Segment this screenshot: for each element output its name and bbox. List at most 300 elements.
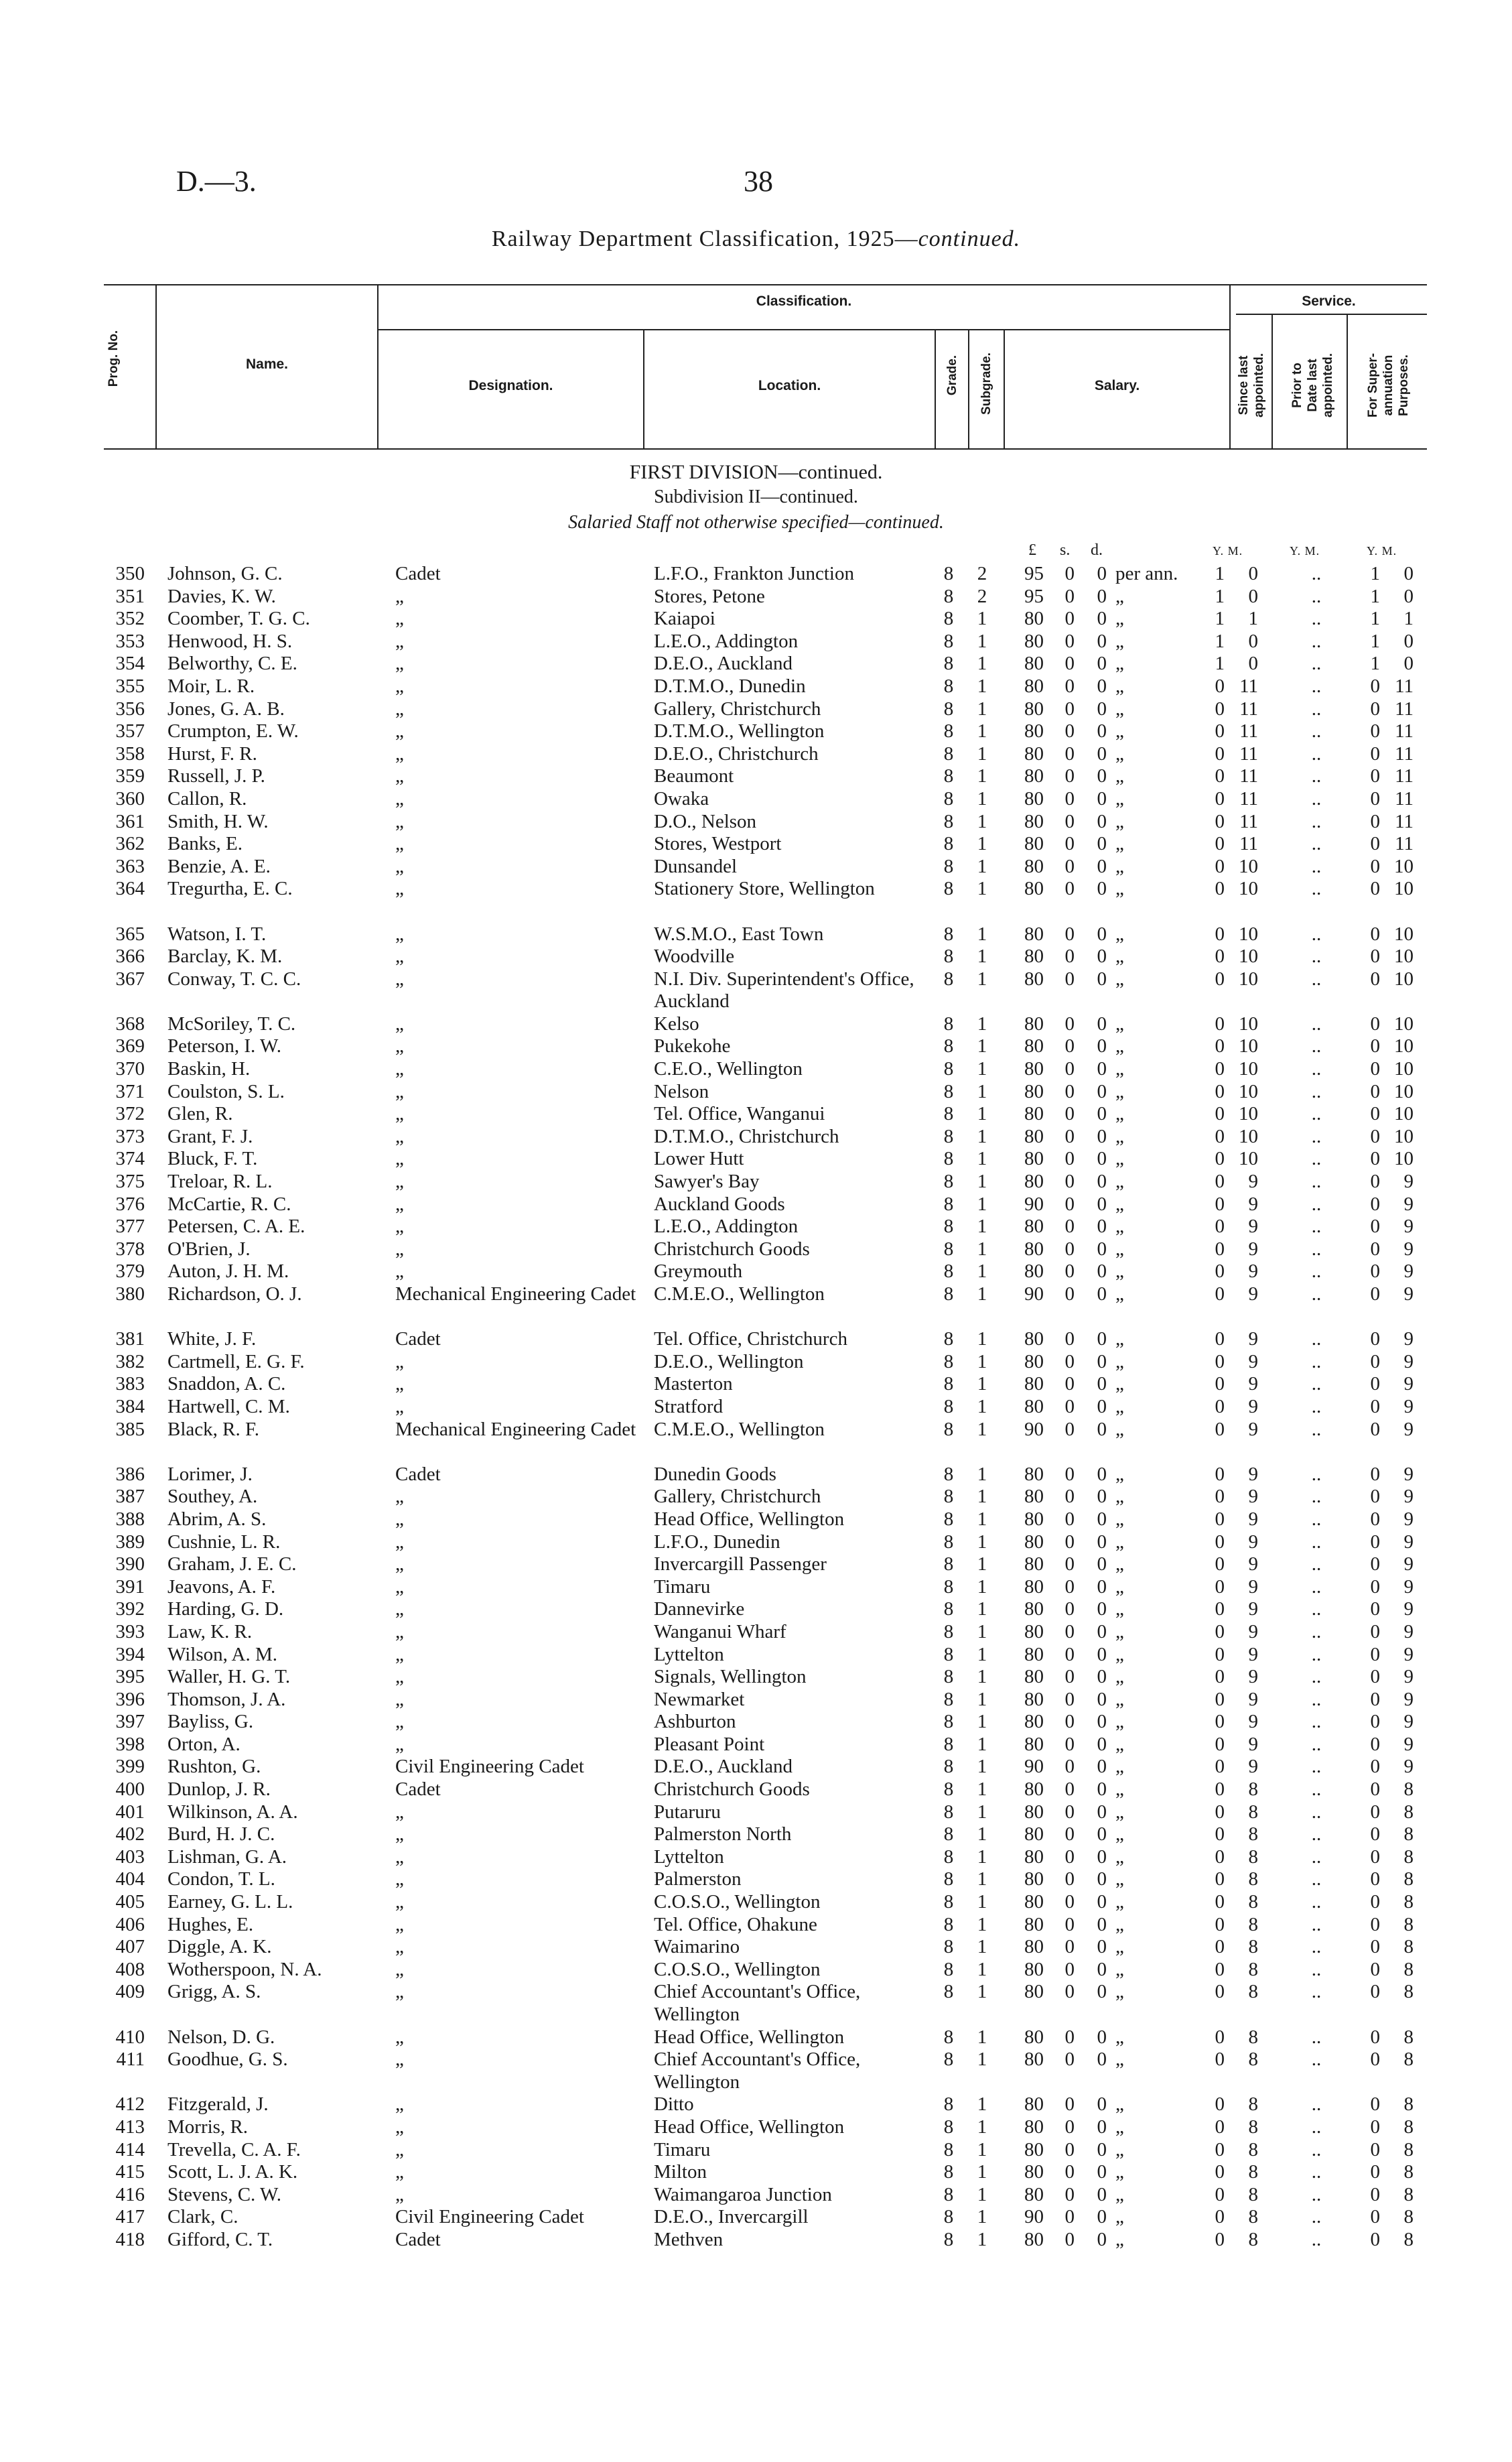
super-years: 0 [1370,1418,1380,1440]
salary-shillings: 0 [1064,1620,1075,1642]
since-years: 0 [1215,1666,1225,1688]
location: Woodville [654,946,735,968]
grade: 8 [943,1643,954,1665]
salary-pence: 0 [1097,563,1107,584]
designation: „ [395,2093,404,2116]
header-bottom-rule [104,448,1427,450]
staff-name: Clark, C. [167,2206,238,2228]
salary-shillings: 0 [1064,2206,1075,2228]
prog-number: 396 [115,1688,145,1710]
table-row [0,833,1512,856]
staff-name: Lorimer, J. [167,1463,253,1485]
salary-period: „ [1115,1778,1124,1801]
designation: „ [395,1845,404,1868]
since-months: 9 [1248,1553,1258,1575]
prog-number: 353 [115,630,145,652]
location: Tel. Office, Wanganui [654,1103,825,1125]
staff-name: Waller, H. G. T. [167,1666,291,1688]
salary-pounds: 80 [1024,1103,1044,1125]
location: Owaka [654,787,709,809]
subgrade: 1 [977,1171,987,1193]
super-months: 11 [1395,675,1414,697]
prog-number: 363 [115,855,145,877]
salary-period: „ [1115,1733,1124,1755]
subgrade: 1 [977,923,987,945]
subgrade: 1 [977,2206,987,2228]
prior-service: .. [1311,1013,1322,1035]
location: D.E.O., Auckland [654,1756,793,1778]
table-row [0,1644,1512,1667]
subgrade: 1 [977,968,987,990]
since-months: 10 [1239,855,1258,877]
salary-period: „ [1115,1531,1124,1553]
prior-service: .. [1311,946,1322,968]
super-months: 8 [1403,2183,1414,2205]
salary-pence: 0 [1097,765,1107,787]
salary-period: „ [1115,1035,1124,1057]
prior-service: .. [1311,563,1322,584]
table-row [0,1914,1512,1937]
since-months: 9 [1248,1193,1258,1215]
since-years: 0 [1215,1395,1225,1417]
location: Chief Accountant's Office, Wellington [654,1981,861,2025]
salary-pounds: 95 [1024,585,1044,607]
designation: „ [395,923,404,945]
since-months: 8 [1248,2093,1258,2116]
staff-name: Goodhue, G. S. [167,2049,288,2071]
super-months: 9 [1403,1238,1414,1260]
since-months: 9 [1248,1260,1258,1283]
table-row [0,1035,1512,1058]
salary-pounds: 80 [1024,2026,1044,2048]
grade: 8 [943,1958,954,1980]
super-months: 8 [1403,1823,1414,1845]
salary-shillings: 0 [1064,1778,1075,1801]
salary-period: „ [1115,1981,1124,2003]
salary-pounds: 80 [1024,833,1044,855]
salary-pence: 0 [1097,1508,1107,1530]
page-title-main: Railway Department Classification, 1925— [491,226,918,251]
super-years: 0 [1370,1711,1380,1733]
salary-pounds: 95 [1024,563,1044,584]
grade: 8 [943,563,954,584]
salary-pounds: 80 [1024,810,1044,832]
designation: „ [395,1508,404,1530]
since-months: 8 [1248,2116,1258,2138]
staff-name: McCartie, R. C. [167,1193,291,1215]
super-years: 0 [1370,1238,1380,1260]
grade: 8 [943,1013,954,1035]
salary-shillings: 0 [1064,1891,1075,1913]
prior-service: .. [1311,1080,1322,1102]
designation: „ [395,1238,404,1260]
salary-period: „ [1115,1958,1124,1980]
salary-pounds: 80 [1024,1913,1044,1935]
salary-shillings: 0 [1064,1283,1075,1305]
designation: „ [395,1013,404,1035]
designation: „ [395,2161,404,2183]
since-months: 9 [1248,1688,1258,1710]
prog-number: 373 [115,1125,145,1147]
location: Tel. Office, Christchurch [654,1328,847,1350]
salary-pence: 0 [1097,2049,1107,2071]
subgrade: 1 [977,1260,987,1283]
since-years: 0 [1215,2183,1225,2205]
salary-shillings: 0 [1064,1531,1075,1553]
staff-name: Coomber, T. G. C. [167,608,310,630]
super-months: 8 [1403,2161,1414,2183]
grade: 8 [943,1936,954,1958]
since-years: 0 [1215,1080,1225,1102]
header-prog-no: Prog. No. [107,330,121,387]
salary-period: „ [1115,2093,1124,2116]
grade: 8 [943,2116,954,2138]
salary-period: „ [1115,1801,1124,1823]
super-months: 0 [1403,563,1414,584]
super-months: 10 [1394,1058,1414,1080]
super-months: 9 [1403,1508,1414,1530]
table-row [0,1171,1512,1193]
designation: Mechanical Engineering Cadet [395,1418,636,1440]
salary-shillings: 0 [1064,1575,1075,1598]
service-rule [1236,314,1427,315]
super-years: 0 [1370,1035,1380,1057]
staff-table-body [0,563,1512,2252]
super-years: 0 [1370,1778,1380,1801]
subgrade: 1 [977,1778,987,1801]
table-row [0,1756,1512,1778]
salary-period: „ [1115,1103,1124,1125]
prog-number: 357 [115,720,145,742]
salary-pence: 0 [1097,878,1107,900]
salary-period: „ [1115,787,1124,809]
salary-pounds: 80 [1024,720,1044,742]
super-months: 9 [1403,1733,1414,1755]
prior-service: .. [1311,630,1322,652]
location: Head Office, Wellington [654,2026,845,2048]
designation: „ [395,968,404,990]
prior-service: .. [1311,810,1322,832]
salary-period: „ [1115,1756,1124,1778]
super-months: 9 [1403,1688,1414,1710]
location: Stores, Petone [654,585,765,607]
since-months: 10 [1239,1125,1258,1147]
since-years: 0 [1215,1891,1225,1913]
salary-shillings: 0 [1064,1868,1075,1890]
staff-name: Belworthy, C. E. [167,653,297,675]
location: Signals, Wellington [654,1666,807,1688]
since-months: 11 [1239,833,1258,855]
prog-number: 400 [115,1778,145,1801]
salary-pence: 0 [1097,675,1107,697]
staff-name: Jones, G. A. B. [167,698,285,720]
since-months: 8 [1248,1981,1258,2003]
since-years: 0 [1215,675,1225,697]
super-months: 10 [1394,1148,1414,1170]
location: L.F.O., Dunedin [654,1531,780,1553]
salary-pence: 0 [1097,1531,1107,1553]
since-years: 0 [1215,810,1225,832]
subgrade: 1 [977,1958,987,1980]
header-top-rule [104,284,1427,285]
table-row [0,2093,1512,2116]
since-years: 0 [1215,1216,1225,1238]
designation: „ [395,946,404,968]
prior-service: .. [1311,1125,1322,1147]
super-years: 0 [1370,2161,1380,2183]
location: Christchurch Goods [654,1238,810,1260]
grade: 8 [943,1125,954,1147]
prior-service: .. [1311,2026,1322,2048]
staff-name: Tregurtha, E. C. [167,878,293,900]
super-months: 8 [1403,2228,1414,2250]
salary-period: „ [1115,946,1124,968]
staff-name: Davies, K. W. [167,585,276,607]
since-months: 10 [1239,946,1258,968]
prog-number: 350 [115,563,145,584]
super-months: 9 [1403,1756,1414,1778]
location: Head Office, Wellington [654,2116,845,2138]
prior-service: .. [1311,1395,1322,1417]
salary-pence: 0 [1097,2183,1107,2205]
grade: 8 [943,946,954,968]
prog-number: 365 [115,923,145,945]
staff-name: Baskin, H. [167,1058,251,1080]
since-years: 0 [1215,833,1225,855]
table-row [0,1419,1512,1464]
staff-category-title: Salaried Staff not otherwise specified—continued. [568,512,944,533]
super-years: 0 [1370,1643,1380,1665]
prog-number: 372 [115,1103,145,1125]
designation: „ [395,653,404,675]
salary-pence: 0 [1097,1238,1107,1260]
prior-service: .. [1311,1035,1322,1057]
super-years: 1 [1370,630,1380,652]
salary-shillings: 0 [1064,923,1075,945]
salary-shillings: 0 [1064,1373,1075,1395]
table-row [0,1778,1512,1801]
staff-name: Grant, F. J. [167,1125,253,1147]
salary-pence: 0 [1097,1260,1107,1283]
prog-number: 391 [115,1575,145,1598]
subgrade: 1 [977,1711,987,1733]
salary-pounds: 80 [1024,1598,1044,1620]
since-years: 0 [1215,2228,1225,2250]
salary-pounds: 80 [1024,675,1044,697]
prior-service: .. [1311,1058,1322,1080]
salary-pounds: 80 [1024,1733,1044,1755]
since-months: 9 [1248,1756,1258,1778]
table-row [0,1959,1512,1982]
since-months: 11 [1239,720,1258,742]
header-designation: Designation. [468,378,553,393]
since-years: 0 [1215,787,1225,809]
salary-shillings: 0 [1064,1981,1075,2003]
salary-pence: 0 [1097,2138,1107,2160]
header-salary: Salary. [1094,378,1140,393]
staff-name: Morris, R. [167,2116,249,2138]
grade: 8 [943,1553,954,1575]
since-months: 8 [1248,1958,1258,1980]
super-months: 0 [1403,630,1414,652]
salary-period: „ [1115,1620,1124,1642]
super-months: 8 [1403,2049,1414,2071]
since-months: 10 [1239,923,1258,945]
grade: 8 [943,1688,954,1710]
salary-period: „ [1115,653,1124,675]
since-years: 0 [1215,1823,1225,1845]
salary-shillings: 0 [1064,563,1075,584]
salary-shillings: 0 [1064,1058,1075,1080]
designation: „ [395,1688,404,1710]
prior-service: .. [1311,1508,1322,1530]
prog-number: 378 [115,1238,145,1260]
location: Dunedin Goods [654,1463,776,1485]
since-years: 0 [1215,1868,1225,1890]
salary-period: „ [1115,675,1124,697]
prog-number: 405 [115,1891,145,1913]
location: D.E.O., Christchurch [654,742,819,765]
salary-shillings: 0 [1064,1238,1075,1260]
staff-name: Jeavons, A. F. [167,1575,276,1598]
staff-name: Cartmell, E. G. F. [167,1350,305,1372]
salary-pence: 0 [1097,2228,1107,2250]
prog-number: 387 [115,1486,145,1508]
super-months: 9 [1403,1373,1414,1395]
prior-service: .. [1311,1103,1322,1125]
salary-shillings: 0 [1064,2116,1075,2138]
designation: „ [395,1035,404,1057]
super-months: 8 [1403,1958,1414,1980]
super-years: 0 [1370,833,1380,855]
since-months: 8 [1248,1845,1258,1868]
location: Gallery, Christchurch [654,698,821,720]
prog-number: 366 [115,946,145,968]
since-months: 10 [1239,1013,1258,1035]
staff-name: Condon, T. L. [167,1868,275,1890]
salary-shillings: 0 [1064,1463,1075,1485]
location: L.F.O., Frankton Junction [654,563,854,584]
table-row [0,608,1512,631]
salary-period: „ [1115,1418,1124,1440]
designation: „ [395,1395,404,1417]
since-months: 9 [1248,1283,1258,1305]
salary-shillings: 0 [1064,1845,1075,1868]
prior-service: .. [1311,2228,1322,2250]
salary-pounds: 80 [1024,608,1044,630]
super-years: 0 [1370,1171,1380,1193]
salary-period: „ [1115,1463,1124,1485]
staff-name: Smith, H. W. [167,810,269,832]
since-years: 0 [1215,1418,1225,1440]
salary-period: „ [1115,698,1124,720]
designation: „ [395,2138,404,2160]
grade: 8 [943,787,954,809]
salary-period: „ [1115,1283,1124,1305]
location: Head Office, Wellington [654,1508,845,1530]
table-row [0,968,1512,1013]
salary-pounds: 80 [1024,1666,1044,1688]
super-months: 10 [1394,1013,1414,1035]
designation: „ [395,1575,404,1598]
since-years: 0 [1215,923,1225,945]
prior-service: .. [1311,1260,1322,1283]
prog-number: 415 [115,2161,145,2183]
designation: „ [395,1216,404,1238]
prior-service: .. [1311,2161,1322,2183]
staff-name: Bayliss, G. [167,1711,254,1733]
staff-name: Orton, A. [167,1733,240,1755]
super-years: 0 [1370,1531,1380,1553]
unit-service-super: Y. M. [1367,544,1397,558]
since-months: 8 [1248,1868,1258,1890]
location: Stratford [654,1395,724,1417]
salary-shillings: 0 [1064,1035,1075,1057]
designation: Civil Engineering Cadet [395,2206,584,2228]
super-years: 0 [1370,1666,1380,1688]
designation: „ [395,1531,404,1553]
designation: „ [395,1913,404,1935]
table-row [0,2026,1512,2049]
super-years: 0 [1370,1553,1380,1575]
super-months: 9 [1403,1486,1414,1508]
super-months: 9 [1403,1643,1414,1665]
salary-period: „ [1115,2228,1124,2250]
since-months: 0 [1248,653,1258,675]
salary-pounds: 80 [1024,1711,1044,1733]
since-years: 0 [1215,720,1225,742]
salary-pounds: 80 [1024,2138,1044,2160]
super-months: 8 [1403,2026,1414,2048]
salary-period: „ [1115,1666,1124,1688]
table-row [0,878,1512,923]
subgrade: 1 [977,1575,987,1598]
super-months: 9 [1403,1328,1414,1350]
since-years: 0 [1215,1643,1225,1665]
since-years: 0 [1215,1756,1225,1778]
location: C.O.S.O., Wellington [654,1958,821,1980]
super-years: 0 [1370,1958,1380,1980]
salary-shillings: 0 [1064,630,1075,652]
table-row [0,1576,1512,1599]
subgrade: 1 [977,1103,987,1125]
salary-period: „ [1115,1711,1124,1733]
salary-period: „ [1115,2049,1124,2071]
since-months: 11 [1239,675,1258,697]
salary-shillings: 0 [1064,1350,1075,1372]
document-reference: D.—3. [176,165,257,198]
header-name: Name. [245,357,289,372]
subgrade: 1 [977,1463,987,1485]
super-years: 0 [1370,1913,1380,1935]
table-row [0,1508,1512,1531]
super-months: 9 [1403,1666,1414,1688]
prog-number: 384 [115,1395,145,1417]
salary-shillings: 0 [1064,585,1075,607]
prog-number: 397 [115,1711,145,1733]
prog-number: 380 [115,1283,145,1305]
subgrade: 1 [977,765,987,787]
since-months: 10 [1239,1058,1258,1080]
since-years: 0 [1215,1238,1225,1260]
salary-period: „ [1115,1486,1124,1508]
salary-shillings: 0 [1064,1553,1075,1575]
salary-shillings: 0 [1064,653,1075,675]
designation: „ [395,855,404,877]
designation: „ [395,1171,404,1193]
designation: „ [395,630,404,652]
location: D.E.O., Wellington [654,1350,804,1372]
